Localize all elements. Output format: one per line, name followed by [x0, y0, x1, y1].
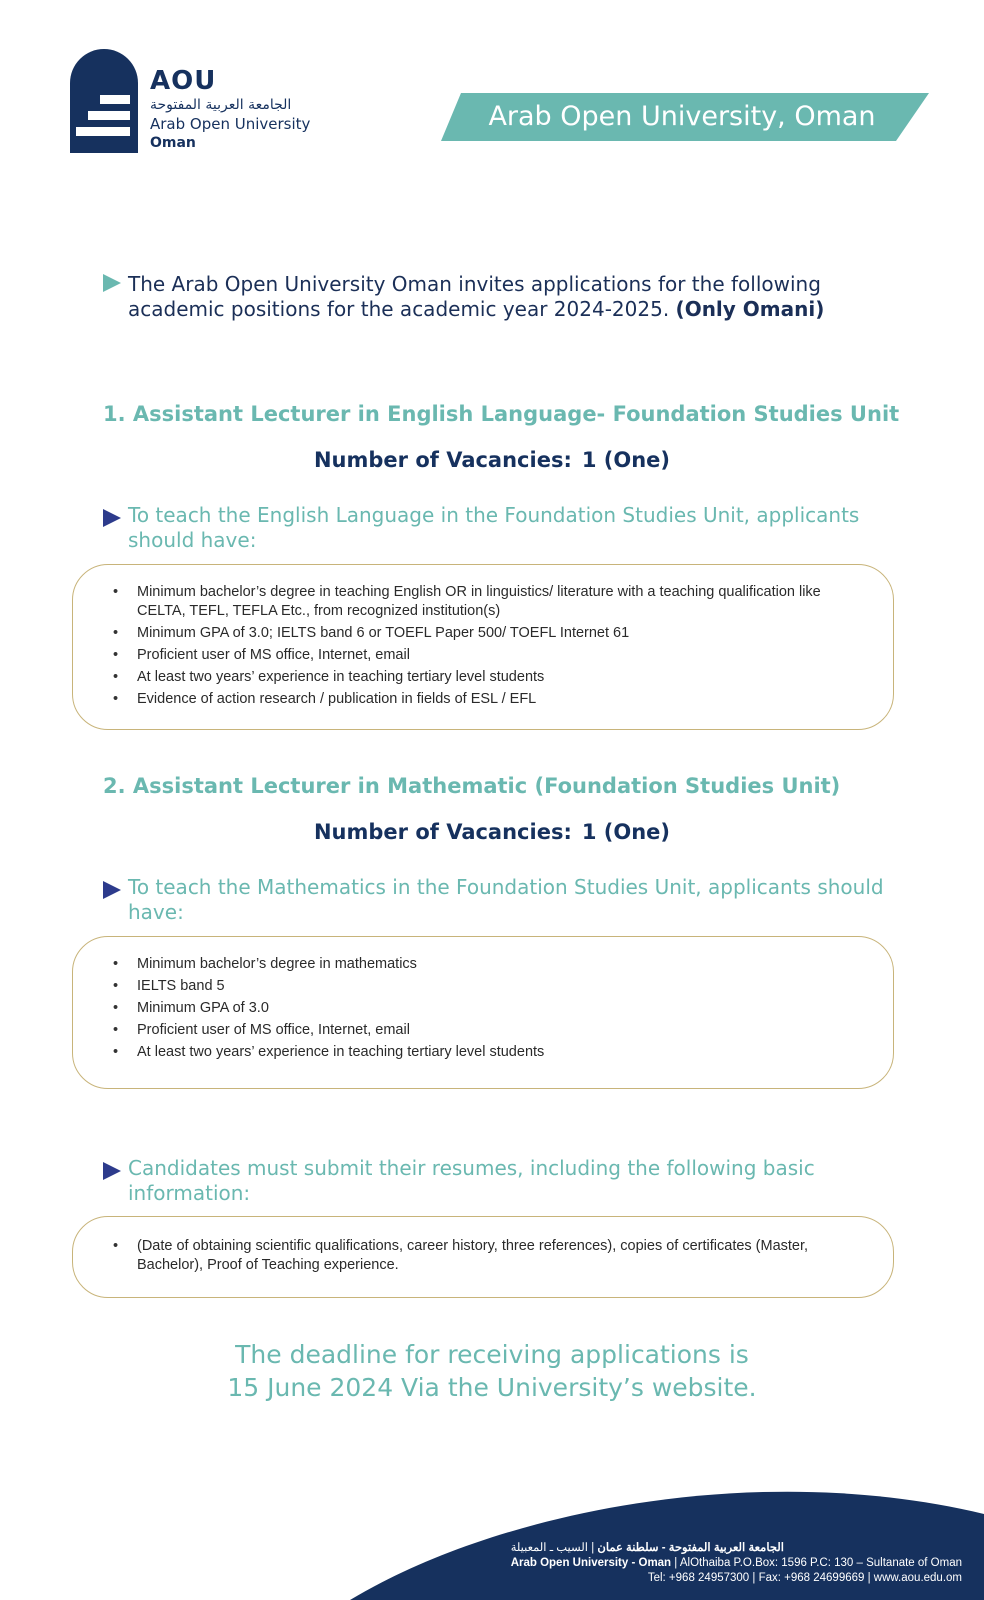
footer-address: | AlOthaiba P.O.Box: 1596 P.C: 130 – Sultanate of Oman	[674, 1557, 962, 1569]
footer-address-line	[511, 1556, 962, 1571]
logo-arabic-name: الجامعة العربية المفتوحة	[150, 97, 292, 113]
vacancies-value: 1 (One)	[581, 448, 671, 472]
list-item: • Proficient user of MS office, Internet, email	[73, 1021, 893, 1040]
position-1-arrow-icon	[103, 509, 121, 527]
title-banner	[441, 93, 929, 141]
footer-arabic-name: الجامعة العربية المفتوحة - سلطنة عمان	[597, 1542, 784, 1554]
deadline-notice	[0, 1338, 984, 1404]
vacancies-label: Number of Vacancies:	[313, 820, 572, 844]
footer-contact-block	[511, 1541, 962, 1586]
footer-org-name: Arab Open University - Oman	[510, 1557, 672, 1569]
logo-english-name: Arab Open University	[150, 115, 311, 133]
list-item: • Evidence of action research / publication in fields of ESL / EFL	[73, 690, 893, 709]
footer-contact-line: Tel: +968 24957300 | Fax: +968 24699669 | www.aou.edu.om	[647, 1572, 962, 1584]
deadline-line-1: The deadline for receiving applications is	[235, 1340, 749, 1369]
position-1-requirements-box	[72, 564, 894, 730]
intro-emphasis: (Only Omani)	[675, 297, 825, 321]
submission-box	[72, 1216, 894, 1298]
list-item: • (Date of obtaining scientific qualifications, career history, three references), copies of certificates (Master, Bachelor), Proof of Teaching experience.	[73, 1237, 893, 1275]
position-2-arrow-icon	[103, 881, 121, 899]
footer	[0, 1470, 984, 1600]
footer-arabic-place: السيب ـ المعبيلة	[510, 1542, 588, 1554]
intro-paragraph	[128, 272, 848, 322]
position-1-vacancies	[0, 448, 984, 472]
vacancies-value: 1 (One)	[581, 820, 671, 844]
position-2-vacancies	[0, 820, 984, 844]
list-item: • Minimum bachelor’s degree in mathematics	[73, 955, 893, 974]
vacancies-label: Number of Vacancies:	[313, 448, 572, 472]
list-item: • Minimum bachelor’s degree in teaching English OR in linguistics/ literature with a teaching qualification like CELTA, TEFL, TEFLA Etc., from recognized institution(s)	[73, 583, 893, 621]
logo-country: Oman	[150, 135, 196, 151]
intro-text: The Arab Open University Oman invites applications for the following academic positions for the academic year 2024-2025.	[128, 272, 821, 321]
logo-abbreviation: AOU	[150, 66, 217, 96]
aou-logo	[70, 49, 330, 155]
deadline-line-2: 15 June 2024 Via the University’s website.	[227, 1373, 757, 1402]
footer-arabic-line	[511, 1541, 962, 1556]
submission-arrow-icon	[103, 1162, 121, 1180]
submission-heading: Candidates must submit their resumes, including the following basic information:	[128, 1156, 815, 1205]
list-item: • Minimum GPA of 3.0; IELTS band 6 or TOEFL Paper 500/ TOEFL Internet 61	[73, 624, 893, 643]
aou-logo-mark-icon	[70, 49, 138, 153]
position-2-requirements-heading: To teach the Mathematics in the Foundation Studies Unit, applicants should have:	[128, 875, 884, 924]
list-item: • IELTS band 5	[73, 977, 893, 996]
list-item: • Minimum GPA of 3.0	[73, 999, 893, 1018]
position-2-title: 2. Assistant Lecturer in Mathematic (Foundation Studies Unit)	[103, 774, 841, 798]
banner-title: Arab Open University, Oman	[488, 101, 876, 132]
footer-arabic-separator: |	[591, 1542, 595, 1554]
position-1-title: 1. Assistant Lecturer in English Language- Foundation Studies Unit	[103, 402, 900, 426]
intro-arrow-icon	[103, 274, 121, 292]
list-item: • At least two years’ experience in teaching tertiary level students	[73, 1043, 893, 1062]
position-2-requirements-box	[72, 936, 894, 1089]
position-1-requirements-heading: To teach the English Language in the Foundation Studies Unit, applicants should have:	[128, 503, 860, 552]
list-item: • At least two years’ experience in teaching tertiary level students	[73, 668, 893, 687]
list-item: • Proficient user of MS office, Internet, email	[73, 646, 893, 665]
